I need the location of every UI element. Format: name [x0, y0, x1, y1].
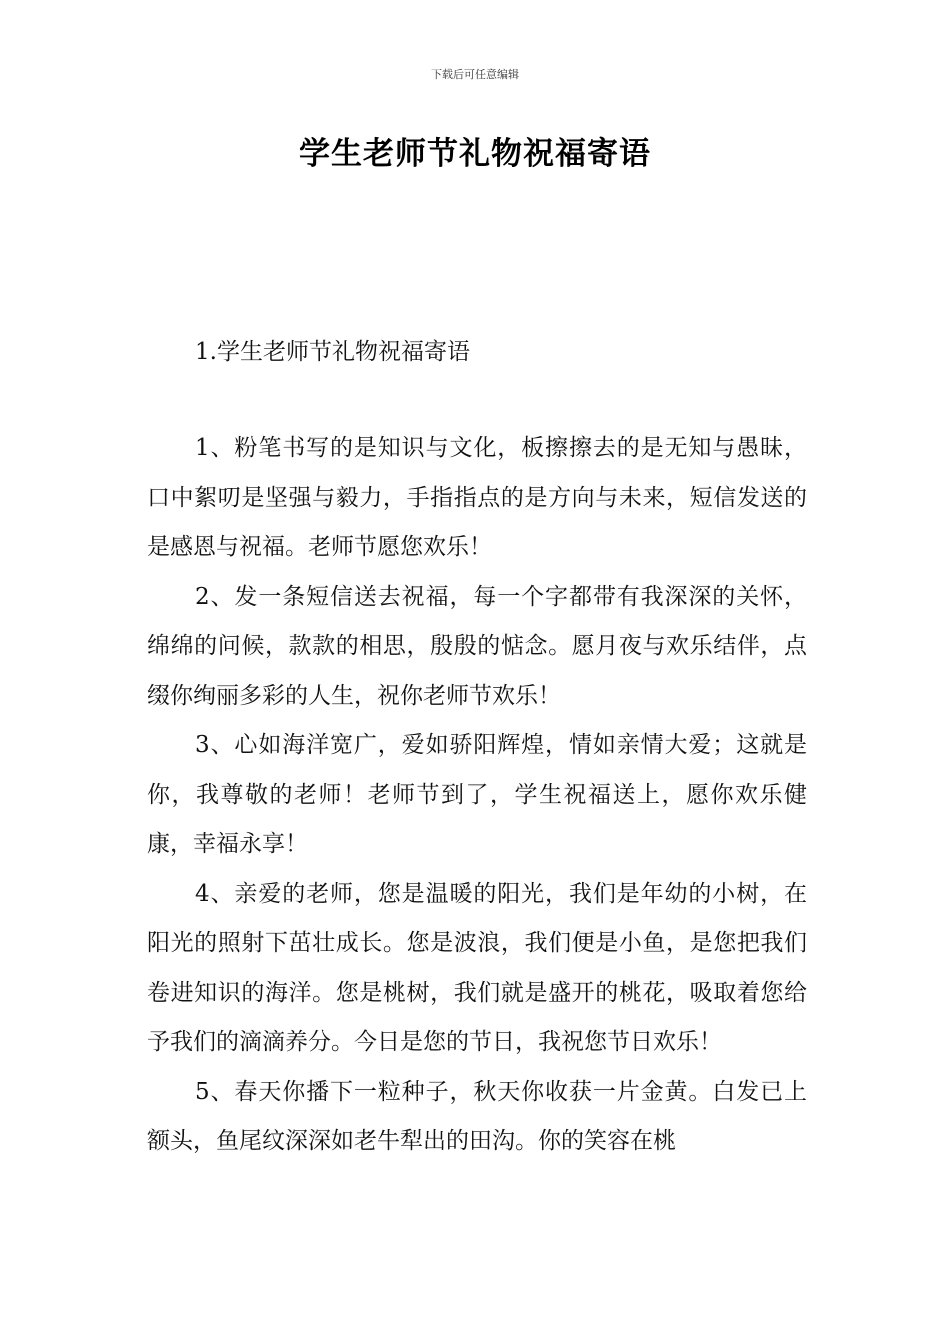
paragraph-4: 4、亲爱的老师，您是温暖的阳光，我们是年幼的小树，在阳光的照射下茁壮成长。您是波浪，我们便是小鱼，是您把我们卷进知识的海洋。您是桃树，我们就是盛开的桃花，吸取着您给予我们的滴滴养分。今日是您的节日，我祝您节日欢乐！ — [147, 880, 807, 1055]
paragraph-2: 2、发一条短信送去祝福，每一个字都带有我深深的关怀，绵绵的问候，款款的相思，殷殷的惦念。愿月夜与欢乐结伴，点缀你绚丽多彩的人生，祝你老师节欢乐！ — [147, 583, 807, 709]
document-title: 学生老师节礼物祝福寄语 — [299, 136, 651, 172]
header-note: 下载后可任意编辑 — [431, 68, 519, 81]
paragraph-3: 3、心如海洋宽广，爱如骄阳辉煌，情如亲情大爱；这就是你，我尊敬的老师！老师节到了，学生祝福送上，愿你欢乐健康，幸福永享！ — [147, 732, 807, 857]
document-body — [147, 424, 807, 1167]
paragraph-5: 5、春天你播下一粒种子，秋天你收获一片金黄。白发已上额头，鱼尾纹深深如老牛犁出的田沟。你的笑容在桃 — [147, 1078, 807, 1154]
section-heading: 1.学生老师节礼物祝福寄语 — [195, 339, 470, 365]
paragraph-1: 1、粉笔书写的是知识与文化，板擦擦去的是无知与愚昧，口中絮叨是坚强与毅力，手指指点的是方向与未来，短信发送的是感恩与祝福。老师节愿您欢乐！ — [147, 435, 807, 560]
